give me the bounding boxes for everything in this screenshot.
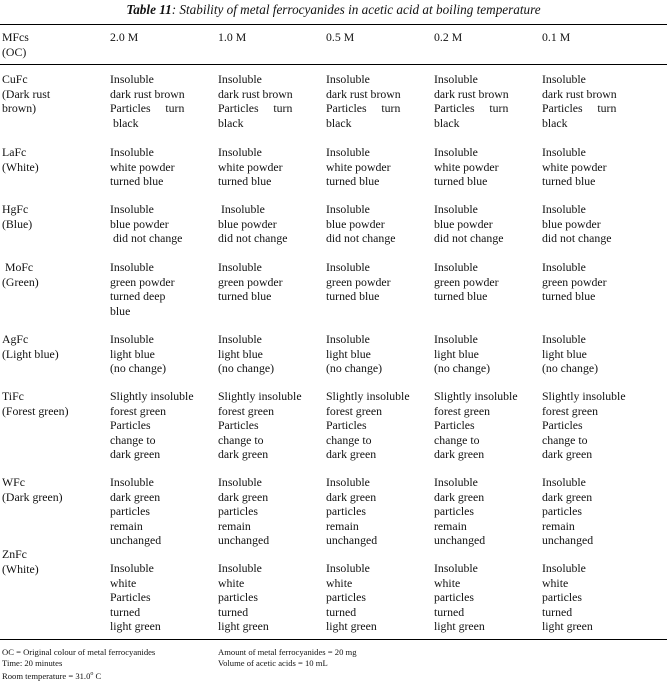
- table-cell: Insoluble white particles turned light green: [434, 561, 485, 634]
- table-cell: Insoluble dark green particles remain unchanged: [434, 475, 486, 548]
- footnote-volume: Volume of acetic acids = 10 mL: [218, 658, 328, 668]
- row-label: ZnFc (White): [2, 547, 39, 576]
- table-caption: : Stability of metal ferrocyanides in acetic acid at boiling temperature: [171, 2, 541, 17]
- table-cell: Insoluble dark green particles remain unchanged: [218, 475, 270, 548]
- table-cell: Insoluble dark rust brown Particles turn black: [326, 72, 401, 130]
- row-label: MoFc (Green): [2, 260, 39, 289]
- table-cell: Insoluble white particles turned light green: [542, 561, 593, 634]
- table-cell: Slightly insoluble forest green Particles change to dark green: [326, 389, 410, 462]
- table-cell: Insoluble white powder turned blue: [542, 145, 607, 189]
- table-cell: Slightly insoluble forest green Particles change to dark green: [110, 389, 194, 462]
- table-cell: Insoluble blue powder did not change: [542, 202, 612, 246]
- row-label: CuFc (Dark rust brown): [2, 72, 51, 116]
- header-0-5m: 0.5 M: [326, 30, 355, 44]
- header-0-1m: 0.1 M: [542, 30, 571, 44]
- footnote-amount: Amount of metal ferrocyanides = 20 mg: [218, 647, 357, 657]
- table-cell: Insoluble dark green particles remain unchanged: [110, 475, 162, 548]
- row-label: LaFc (White): [2, 145, 39, 174]
- table-cell: Insoluble white particles turned light green: [326, 561, 377, 634]
- table-number: Table 11: [126, 2, 172, 17]
- table-cell: Insoluble dark rust brown Particles turn black: [542, 72, 617, 130]
- table-cell: Insoluble dark green particles remain unchanged: [326, 475, 378, 548]
- table-cell: Insoluble white powder turned blue: [218, 145, 283, 189]
- table-cell: Slightly insoluble forest green Particles change to dark green: [218, 389, 302, 462]
- table-cell: Slightly insoluble forest green Particles change to dark green: [542, 389, 626, 462]
- footnote-oc: OC = Original colour of metal ferrocyanides: [2, 647, 156, 657]
- table-cell: Insoluble white powder turned blue: [434, 145, 499, 189]
- table-cell: Insoluble green powder turned deep blue: [110, 260, 175, 318]
- table-cell: Insoluble light blue (no change): [326, 332, 383, 376]
- table-cell: Insoluble blue powder did not change: [218, 202, 288, 246]
- table-cell: Insoluble dark green particles remain unchanged: [542, 475, 594, 548]
- table-cell: Insoluble green powder turned blue: [218, 260, 283, 304]
- table-cell: Insoluble dark rust brown Particles turn black: [218, 72, 293, 130]
- degree-symbol: o: [90, 671, 94, 677]
- header-1-0m: 1.0 M: [218, 30, 247, 44]
- table-cell: Insoluble light blue (no change): [110, 332, 167, 376]
- table-cell: Insoluble green powder turned blue: [434, 260, 499, 304]
- footnote-room-temperature: [2, 669, 101, 682]
- table-cell: Insoluble blue powder did not change: [326, 202, 396, 246]
- row-label: AgFc (Light blue): [2, 332, 59, 361]
- table-cell: Insoluble light blue (no change): [542, 332, 599, 376]
- room-temperature-value: Room temperature = 31.0: [2, 670, 91, 681]
- table-cell: Insoluble light blue (no change): [434, 332, 491, 376]
- table-cell: Insoluble dark rust brown Particles turn black: [434, 72, 509, 130]
- row-label: TiFc (Forest green): [2, 389, 69, 418]
- footnote-time: Time: 20 minutes: [2, 658, 63, 668]
- table-cell: Insoluble green powder turned blue: [326, 260, 391, 304]
- table-cell: Insoluble white powder turned blue: [110, 145, 175, 189]
- top-rule: [0, 24, 667, 25]
- table-cell: Insoluble blue powder did not change: [110, 202, 183, 246]
- table-cell: Insoluble white Particles turned light green: [110, 561, 161, 634]
- header-rule: [0, 64, 667, 65]
- row-label: HgFc (Blue): [2, 202, 33, 231]
- table-cell: Insoluble white powder turned blue: [326, 145, 391, 189]
- header-2-0m: 2.0 M: [110, 30, 139, 44]
- table-cell: Slightly insoluble forest green Particles change to dark green: [434, 389, 518, 462]
- header-mfcs: MFcs (OC): [2, 30, 29, 59]
- table-cell: Insoluble blue powder did not change: [434, 202, 504, 246]
- header-0-2m: 0.2 M: [434, 30, 463, 44]
- room-temperature-unit: C: [93, 670, 102, 681]
- table-title: [0, 2, 667, 18]
- table-cell: Insoluble light blue (no change): [218, 332, 275, 376]
- row-label: WFc (Dark green): [2, 475, 63, 504]
- table-cell: Insoluble green powder turned blue: [542, 260, 607, 304]
- table-cell: Insoluble dark rust brown Particles turn black: [110, 72, 185, 130]
- table-cell: Insoluble white particles turned light green: [218, 561, 269, 634]
- bottom-rule: [0, 639, 667, 640]
